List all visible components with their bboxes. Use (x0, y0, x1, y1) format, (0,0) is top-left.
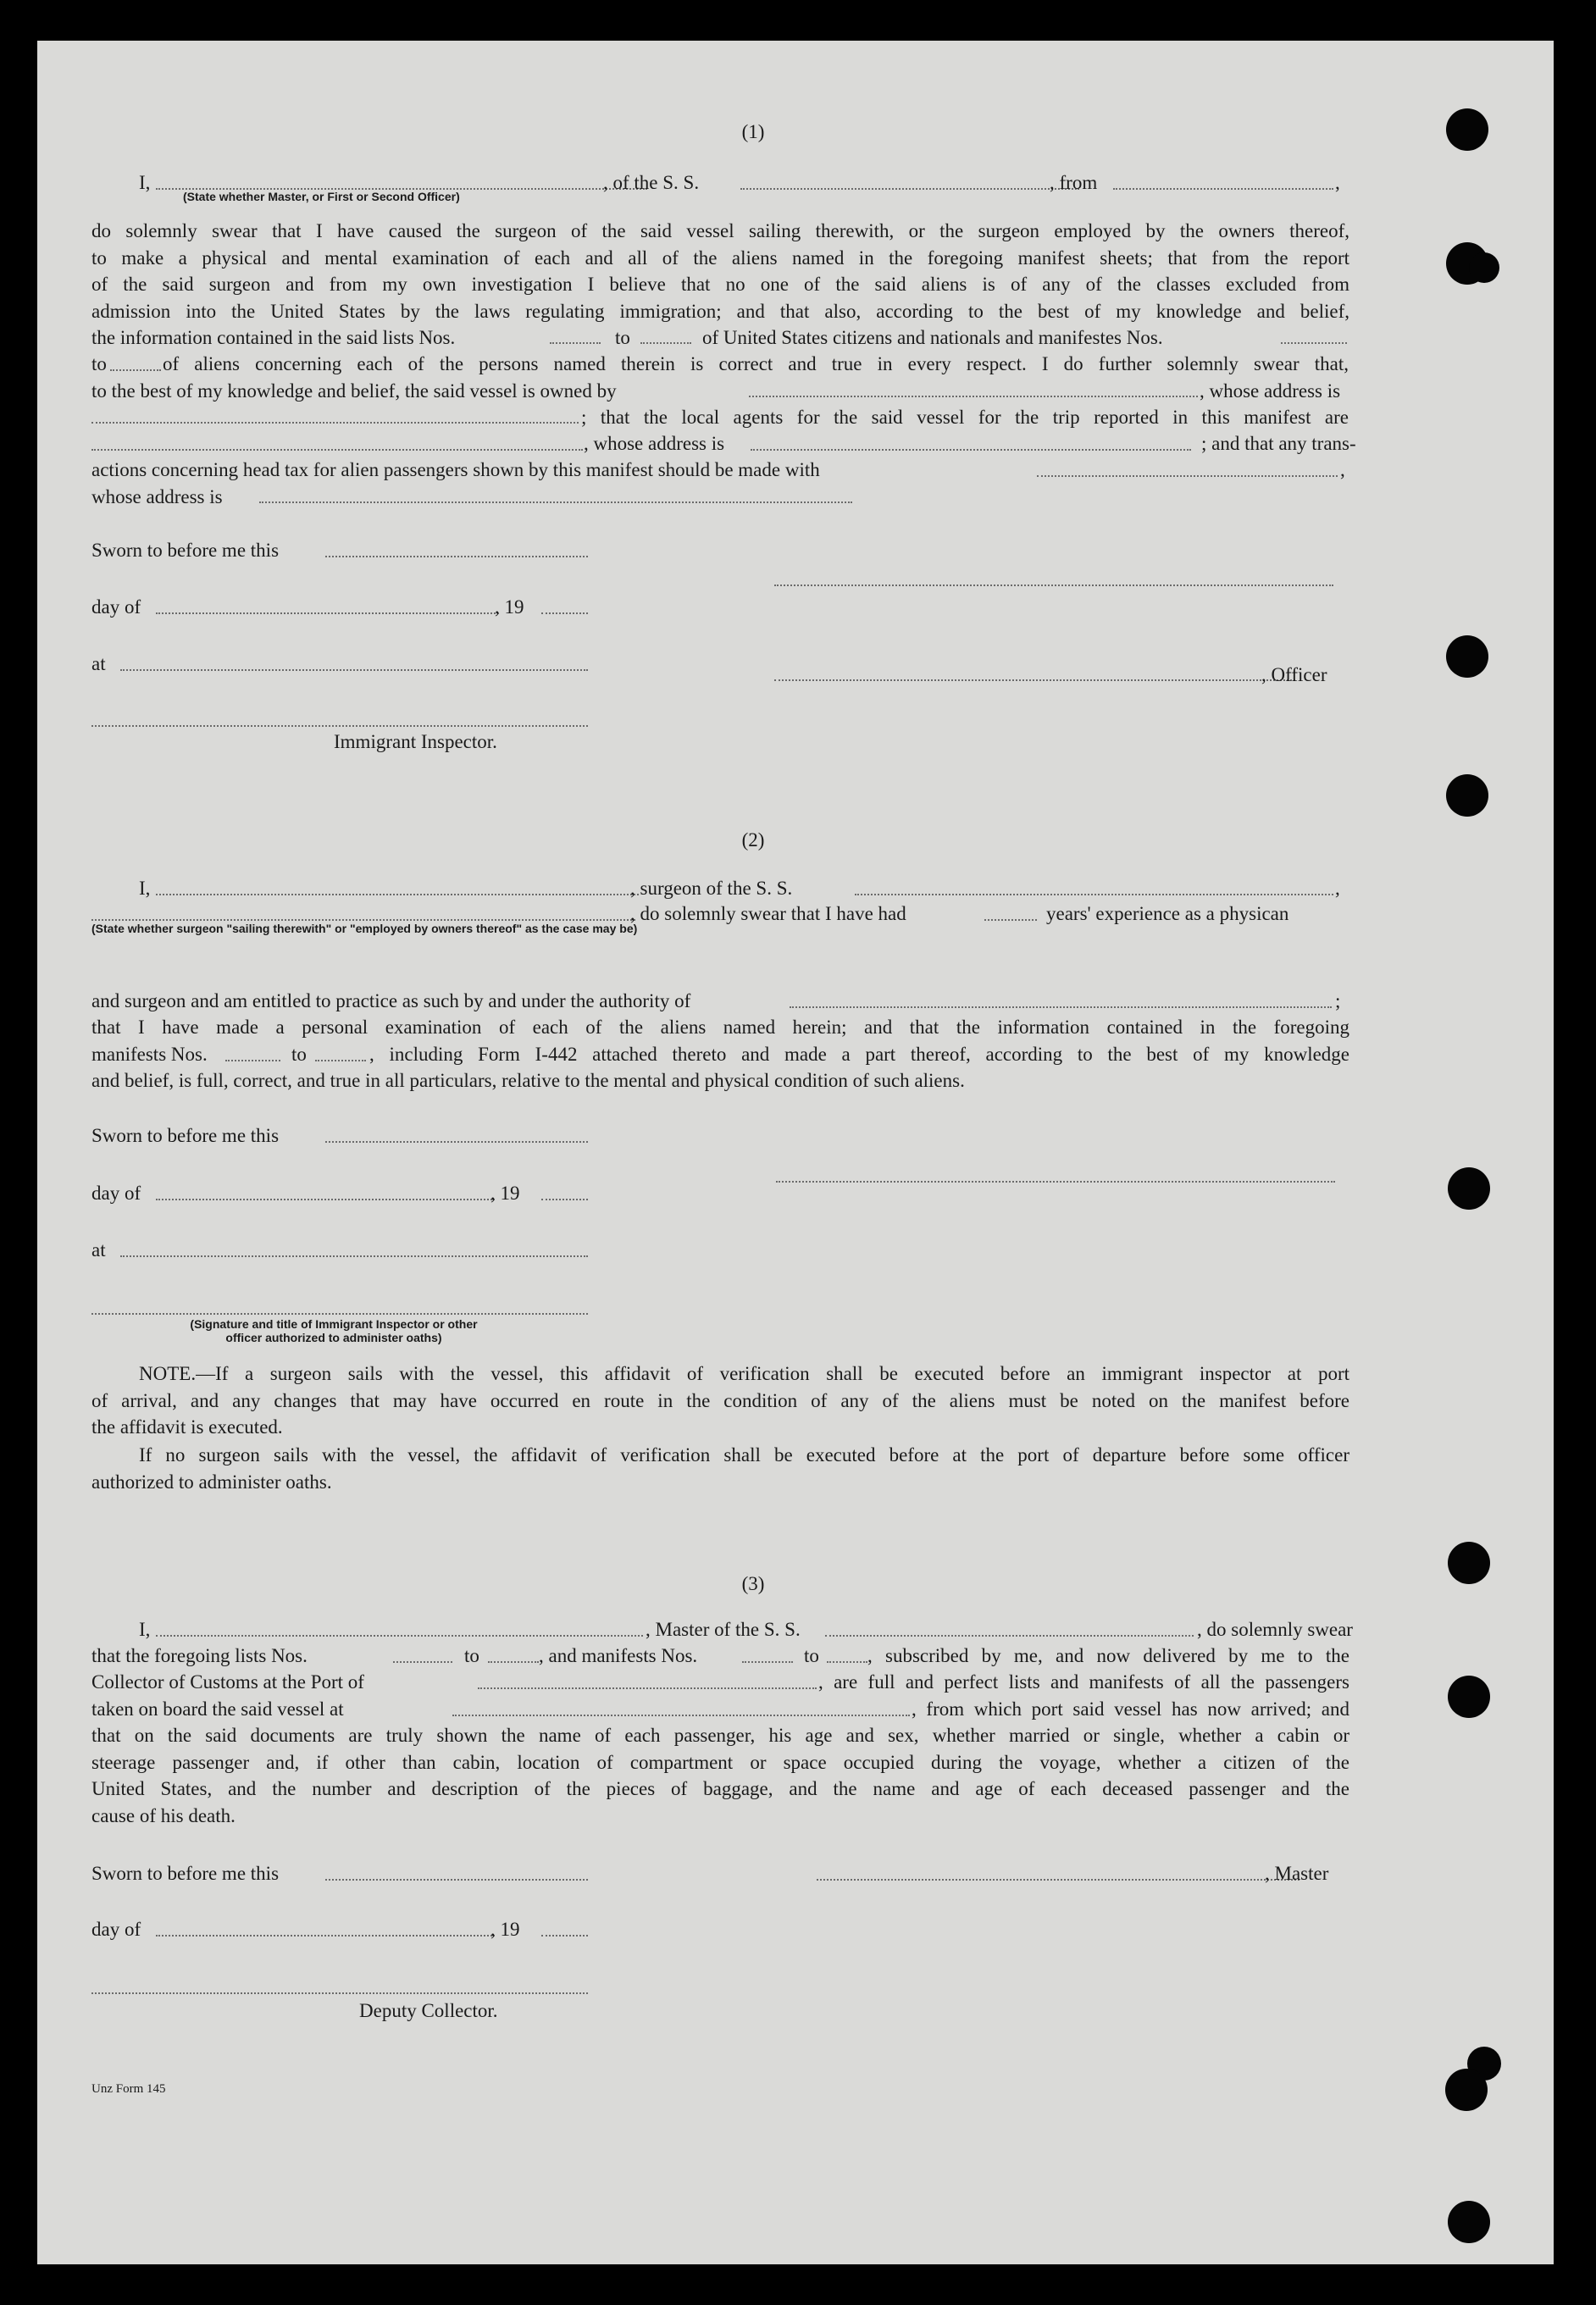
s3-line: United States, and the number and description of the pieces of baggage, and the name and age of each deceased passenger and the (91, 1778, 1349, 1799)
section-3-number: (3) (741, 1573, 765, 1594)
s2-at-blank[interactable] (120, 1255, 588, 1257)
s3-line3-wrap (818, 1669, 1349, 1696)
s2-i: I, (139, 878, 151, 899)
s1-lists-nos: the information contained in the said lists Nos. (91, 327, 456, 348)
s1-whose-address: , whose address is (1200, 380, 1341, 402)
s1-head-tax-blank[interactable] (1037, 475, 1338, 477)
s2-form-i442: , including Form I-442 attached thereto and made a part thereof, according to the best of my knowledge (369, 1044, 1349, 1065)
s2-years: years' experience as a physican (1046, 903, 1289, 924)
s3-paragraph (91, 1722, 1349, 1829)
s2-sworn-blank[interactable] (325, 1141, 588, 1143)
s2-belief: and belief, is full, correct, and true in all particulars, relative to the mental and physical condition of such aliens. (91, 1070, 965, 1091)
punch-hole (1448, 1676, 1490, 1718)
s3-line: steerage passenger and, if other than cabin, location of compartment or space occupied during the voyage, whether a citizen of the (91, 1751, 1349, 1773)
punch-hole (1446, 635, 1488, 678)
punch-hole (1446, 108, 1488, 151)
s1-signature-blank[interactable] (774, 585, 1333, 586)
punch-hole (1446, 774, 1488, 817)
s3-lists-nos: that the foregoing lists Nos. (91, 1645, 308, 1666)
s1-at: at (91, 653, 106, 674)
punch-hole (1448, 1167, 1490, 1210)
s3-swear: , do solemnly swear (1197, 1619, 1353, 1640)
s2-manifests-nos: manifests Nos. (91, 1044, 208, 1065)
s2-day-blank[interactable] (156, 1199, 495, 1200)
s1-citizens: of United States citizens and nationals and manifestes Nos. (702, 327, 1163, 348)
s3-full-lists: , are full and perfect lists and manifests of all the passengers (818, 1671, 1349, 1693)
s2-authority: and surgeon and am entitled to practice as such by and under the authority of (91, 990, 691, 1011)
s3-year: , 19 (490, 1919, 520, 1940)
s3-sworn-blank[interactable] (325, 1879, 588, 1881)
s2-instruction: (State whether surgeon "sailing therewith" or "employed by owners thereof" as the case may be) (91, 922, 638, 935)
s1-whose-address-3: whose address is (91, 486, 223, 507)
s3-arrived: , from which port said vessel has now arrived; and (912, 1698, 1349, 1720)
s1-to: to (615, 327, 630, 348)
s2-name-blank[interactable] (156, 894, 639, 895)
s1-lists-to-blank[interactable] (640, 342, 691, 344)
s1-head-tax-address-blank[interactable] (259, 501, 852, 503)
section-1-number: (1) (741, 121, 765, 142)
punch-hole (1445, 2069, 1488, 2111)
s3-taken-on-board: taken on board the said vessel at (91, 1698, 344, 1720)
note-line: If no surgeon sails with the vessel, the affidavit of verification shall be executed before at the port of departure before some officer (139, 1444, 1349, 1466)
s2-to-blank[interactable] (315, 1060, 366, 1061)
section-2-number: (2) (741, 829, 765, 851)
s2-sig-caption-1: (Signature and title of Immigrant Inspector or other (190, 1317, 478, 1331)
s2-status-blank[interactable] (91, 919, 635, 921)
s1-head-tax: actions concerning head tax for alien passengers shown by this manifest should be made with (91, 459, 820, 480)
s1-line: to make a physical and mental examination of each and all of the aliens named in the foregoing manifest sheets; that from the report (91, 247, 1349, 269)
s3-master-of: , Master of the S. S. (646, 1619, 801, 1640)
s2-to: to (291, 1044, 307, 1065)
s1-from-blank[interactable] (1113, 188, 1333, 190)
s1-vessel-blank[interactable] (740, 188, 1079, 190)
punch-hole (1448, 2201, 1490, 2243)
s2-at: at (91, 1239, 106, 1261)
s2-years-blank[interactable] (984, 919, 1037, 921)
s1-inspector-blank[interactable] (91, 725, 588, 727)
s1-i: I, (139, 172, 151, 193)
s1-line: do solemnly swear that I have caused the surgeon of the said vessel sailing therewith, or the surgeon employed by the owners thereof, (91, 220, 1349, 241)
s1-agents-address-blank[interactable] (751, 449, 1191, 451)
s1-line8-wrap (581, 404, 1349, 431)
s1-sworn-blank[interactable] (325, 556, 588, 557)
s1-to2: to (91, 353, 107, 374)
s1-sworn: Sworn to before me this (91, 540, 280, 561)
s1-line: of the said surgeon and from my own investigation I believe that no one of the said aliens is of any of the classes excluded from (91, 274, 1349, 295)
note-line: of arrival, and any changes that may have occurred en route in the condition of any of the aliens must be noted on the manifest before (91, 1389, 1349, 1411)
s1-line: admission into the United States by the laws regulating immigration; and that also, according to the best of my knowledge and belief, (91, 300, 1349, 322)
s1-day-blank[interactable] (156, 612, 499, 614)
s3-name-blank[interactable] (156, 1635, 643, 1637)
form-number: Unz Form 145 (91, 2082, 166, 2096)
s3-line4-wrap (912, 1696, 1349, 1723)
s1-owned-by: to the best of my knowledge and belief, the said vessel is owned by (91, 380, 617, 402)
s1-year: , 19 (495, 596, 524, 618)
note-paragraph-1 (91, 1360, 1349, 1440)
s3-deputy-blank[interactable] (91, 1992, 588, 1994)
s2-line5-wrap (369, 1041, 1349, 1068)
s3-subscribed: , subscribed by me, and now delivered by me to the (867, 1645, 1349, 1666)
s1-any-trans: ; and that any trans- (1201, 433, 1356, 454)
s2-year-blank[interactable] (541, 1199, 588, 1200)
s3-manifest-from-blank[interactable] (742, 1661, 793, 1663)
s3-to-2: to (804, 1645, 819, 1666)
s1-manifest-to-blank[interactable] (110, 369, 161, 371)
s3-lists-from-blank[interactable] (393, 1661, 452, 1663)
s2-authority-blank[interactable] (790, 1006, 1332, 1008)
s1-at-blank[interactable] (120, 669, 588, 671)
s2-exam-wrap (91, 1014, 1349, 1041)
punch-hole (1469, 252, 1499, 283)
s3-line: that on the said documents are truly shown the name of each passenger, his age and sex, whether married or single, whether a cabin or (91, 1725, 1349, 1746)
s3-year-blank[interactable] (541, 1935, 588, 1937)
s2-semicolon: ; (1335, 990, 1341, 1011)
s3-line2-wrap (867, 1643, 1349, 1670)
s1-line6-wrap (163, 351, 1349, 378)
s3-collector: Collector of Customs at the Port of (91, 1671, 364, 1693)
s2-swear: , do solemnly swear that I have had (630, 903, 906, 924)
s1-paragraph (91, 218, 1349, 324)
note-line: NOTE.—If a surgeon sails with the vessel, this affidavit of verification shall be executed before an immigrant inspector at port (139, 1363, 1349, 1384)
s1-local-agents: ; that the local agents for the said vessel for the trip reported in this manifest are (581, 407, 1349, 428)
s3-deputy: Deputy Collector. (359, 2000, 498, 2021)
s1-officer: , Officer (1261, 664, 1327, 685)
s3-vessel-blank[interactable] (825, 1635, 1194, 1637)
s1-instruction: (State whether Master, or First or Second Officer) (183, 190, 460, 203)
s2-surgeon-of: , surgeon of the S. S. (630, 878, 793, 899)
s3-manifest-to-blank[interactable] (827, 1661, 867, 1663)
note-paragraph-2 (91, 1442, 1349, 1495)
s3-master: , Master (1265, 1863, 1329, 1884)
s1-lists-from-blank[interactable] (550, 342, 601, 344)
s1-of-the-ss: , of the S. S. (603, 172, 700, 193)
s1-aliens-text: of aliens concerning each of the persons named therein is correct and true in every respect. I do further solemnly swear that, (163, 353, 1349, 374)
s1-whose-address-2: , whose address is (584, 433, 725, 454)
s1-manifest-from-blank[interactable] (1281, 342, 1347, 344)
s2-year: , 19 (490, 1183, 520, 1204)
s1-from: , from (1050, 172, 1098, 193)
s3-to: to (464, 1645, 479, 1666)
s3-day-blank[interactable] (156, 1935, 495, 1937)
note-line: the affidavit is executed. (91, 1416, 283, 1438)
s1-officer-blank[interactable] (774, 679, 1295, 681)
s1-year-blank[interactable] (541, 612, 588, 614)
s1-end-comma: , (1335, 172, 1340, 193)
s3-port-blank[interactable] (478, 1687, 817, 1689)
s1-inspector: Immigrant Inspector. (334, 731, 497, 752)
s1-owner-blank[interactable] (749, 396, 1198, 397)
s1-day-of: day of (91, 596, 141, 618)
s2-vessel-blank[interactable] (855, 894, 1333, 895)
s3-line: cause of his death. (91, 1804, 236, 1826)
s3-sworn: Sworn to before me this (91, 1863, 280, 1884)
s1-owner-address-blank[interactable] (91, 422, 579, 424)
s2-sig-caption-2: officer authorized to administer oaths) (225, 1331, 442, 1344)
punch-hole (1448, 1542, 1490, 1584)
s2-comma: , (1335, 878, 1340, 899)
note-line: authorized to administer oaths. (91, 1471, 332, 1493)
s2-sworn: Sworn to before me this (91, 1125, 280, 1146)
s1-agents-blank[interactable] (91, 449, 583, 451)
s3-day-of: day of (91, 1919, 141, 1940)
s3-master-signature-blank[interactable] (817, 1879, 1300, 1881)
s2-day-of: day of (91, 1183, 141, 1204)
s2-exam-line: that I have made a personal examination of each of the aliens named herein; and that the information contained in the foregoing (91, 1017, 1349, 1038)
manifest-affidavit-sheet (37, 41, 1554, 2264)
s1-comma: , (1340, 459, 1345, 480)
s2-officer-signature-blank[interactable] (91, 1313, 588, 1315)
s3-i: I, (139, 1619, 151, 1640)
s2-from-blank[interactable] (225, 1060, 280, 1061)
s3-lists-to-blank[interactable] (488, 1661, 539, 1663)
s2-signature-blank[interactable] (776, 1181, 1335, 1183)
s3-taken-at-blank[interactable] (452, 1715, 910, 1716)
s3-manifests-nos: , and manifests Nos. (539, 1645, 698, 1666)
